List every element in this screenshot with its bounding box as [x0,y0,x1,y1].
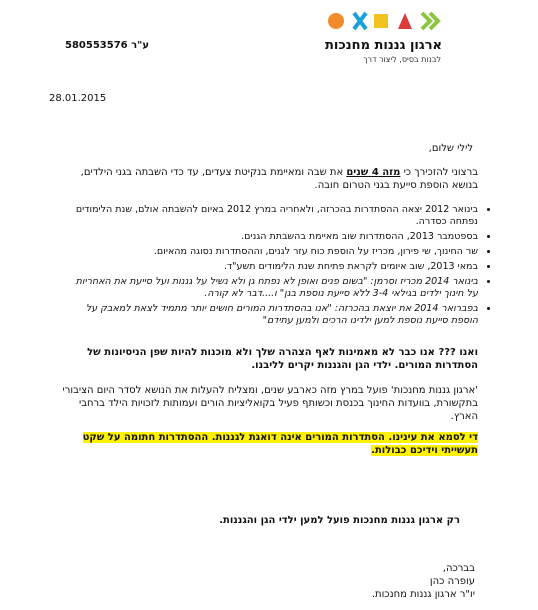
list-item: • בינואר 2012 יצאה ההסתדרות בהכרזה, ולאחריה במרץ 2012 באיום להשבתה אולם, שנת הלימודים נפתחה כסדרה. [62,204,478,228]
closing-line: רק ארגון גננות מחנכות פועל למען ילדי הגן והגננות. [219,515,460,526]
logo-chevrons [422,13,438,29]
intro-paragraph [62,166,478,192]
logo-shapes [326,10,444,32]
logo-triangle [398,13,412,29]
registration-number: 580553576 ע"ר [65,40,149,51]
events-list [62,204,494,330]
list-item: • בינואר 2014 מכריז וסרמן: "בשום פנים ואופן לא נפתח גן ולא נשיל על גננות ועל סייעת את האחריות על חינוך ילדים בגילאי 3-4 ללא סייעת נוספת בגן" ו....דבר לא קורה. [62,276,478,300]
intro-after: את שבה ומאיימת בנקיטת צעדים, עד כדי השבתה בגני הילדים, בנושא הוספת סייעת בגני הטרום חובה. [80,167,478,191]
signature-name: עופרה כהן [429,576,475,587]
list-item: • במאי 2013, שוב איומים לקראת פתיחת שנת הלימודים תשע"ד. [62,261,478,273]
list-item: • בספטמבר 2013, ההסתדרות שוב מאיימת בהשבתת הגנים. [62,231,478,243]
highlighted-paragraph [52,431,478,457]
list-item: • בפברואר 2014 את יוצאת בהכרזה: "אנו בהסתדרות המורים חושים יותר מתמיד לצאת למאבק על הוספת סייעת נוספת למען ילדינו הרכים ולמען עתידם" [62,303,478,327]
logo-x [354,13,366,29]
org-tagline: לבנות בסיס, ליצור דרך [363,55,441,64]
organization-paragraph: 'ארגון גננות מחנכות' פועל במרץ מזה כארבע שנים, ומצליח להעלות את הנושא לסדר היום הציבורי בתקשורת, בוועדות החינוך בכנסת וכשותף פעיל בקואליציות הורים ועמותות לזכויות הילד ברחבי הארץ. [62,385,478,422]
logo-square [374,14,388,28]
logo-circle [328,13,344,29]
intro-underlined: מזה 4 שנים [346,167,401,178]
greeting: לילי שלום, [428,143,473,154]
signature-regards: בברכה, [442,563,475,574]
highlight-text: די לסמא את עינינו. הסתדרות המורים אינה דואגת לגננות. ההסתדרות חתומה על שקט תעשייתי וידיכם כבולות. [82,432,478,456]
list-item: • שר החינוך, שי פירון, מכריז על הוספת כוח עזר לגנים, וההסתדרות נסוגה מהאיום. [62,246,478,258]
org-name: ארגון גננות מחנכות [325,38,442,53]
letter-date: 28.01.2015 [49,93,107,104]
intro-before: ברצוני להזכירך כי [400,167,478,178]
signature-title: יו"ר ארגון גננות מחנכות. [371,589,475,600]
signature-block [372,562,475,601]
bold-paragraph: ואנו ??? אנו כבר לא מאמינות לאף הצהרה שלך ולא מוכנות להיות שפן הניסיונות של הסתדרות המורים. ילדי הגן והגננות יקרים לליבנו. [87,347,478,371]
